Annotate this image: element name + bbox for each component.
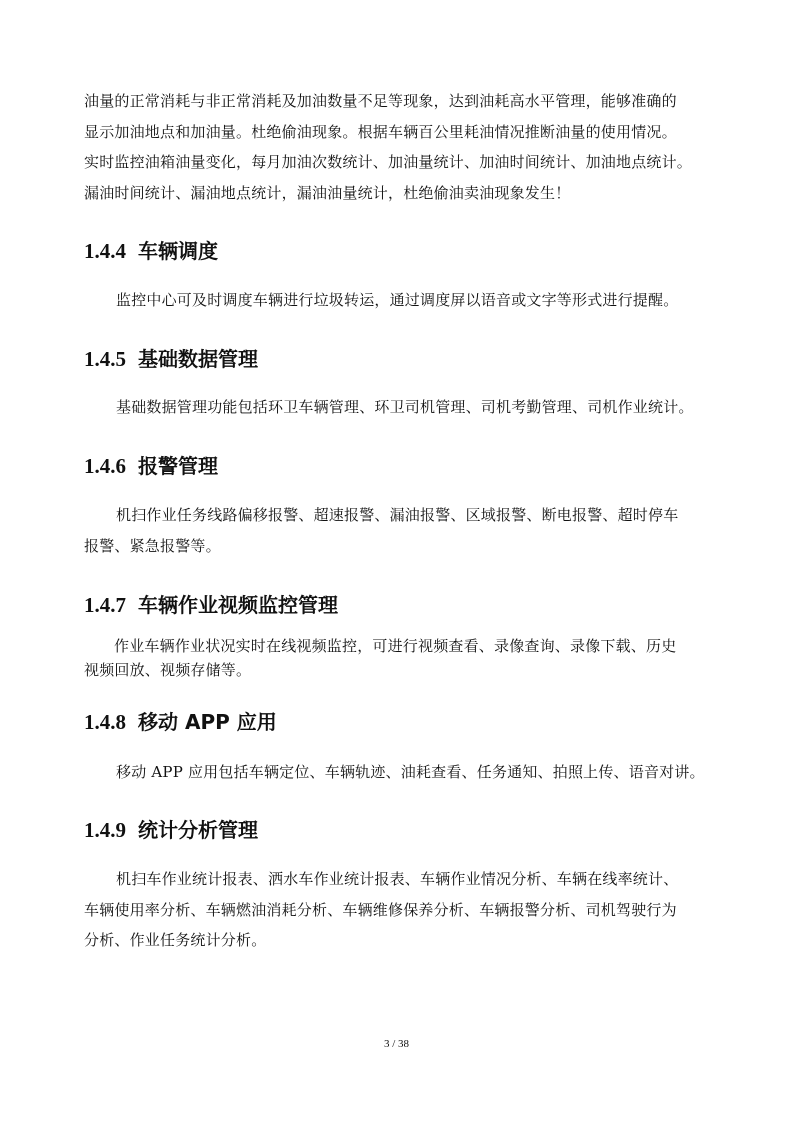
section-title: 车辆调度 — [138, 239, 218, 263]
text-line: 移动 APP 应用包括车辆定位、车辆轨迹、油耗查看、任务通知、拍照上传、语音对讲。 — [116, 763, 705, 781]
section-title: 移动 APP 应用 — [138, 710, 277, 734]
text-line: 机扫作业任务线路偏移报警、超速报警、漏油报警、区域报警、断电报警、超时停车 — [116, 506, 679, 524]
text-line: 作业车辆作业状况实时在线视频监控，可进行视频查看、录像查询、录像下载、历史 — [114, 637, 677, 655]
section-title: 统计分析管理 — [138, 818, 258, 842]
section-paragraph — [84, 634, 712, 682]
section-title: 报警管理 — [138, 454, 218, 478]
section-paragraph — [84, 285, 712, 316]
text-line: 车辆使用率分析、车辆燃油消耗分析、车辆维修保养分析、车辆报警分析、司机驾驶行为 — [84, 900, 677, 919]
section-title: 车辆作业视频监控管理 — [138, 593, 338, 617]
section-paragraph — [84, 757, 712, 788]
section-heading-1-4-8 — [84, 706, 277, 735]
text-line: 实时监控油箱油量变化，每月加油次数统计、加油量统计、加油时间统计、加油地点统计。 — [84, 153, 693, 171]
section-number: 1.4.4 — [84, 239, 126, 263]
text-line: 基础数据管理功能包括环卫车辆管理、环卫司机管理、司机考勤管理、司机作业统计。 — [116, 398, 694, 416]
section-paragraph — [84, 392, 712, 423]
text-line: 分析、作业任务统计分析。 — [84, 931, 267, 949]
text-line: 油量的正常消耗与非正常消耗及加油数量不足等现象，达到油耗高水平管理，能够准确的 — [84, 92, 677, 110]
section-heading-1-4-5 — [84, 343, 258, 372]
text-line: 视频回放、视频存储等。 — [84, 661, 252, 679]
section-number: 1.4.6 — [84, 454, 126, 478]
intro-paragraph — [84, 86, 712, 208]
text-line: 机扫车作业统计报表、洒水车作业统计报表、车辆作业情况分析、车辆在线率统计、 — [116, 870, 679, 888]
section-number: 1.4.5 — [84, 347, 126, 371]
page-number: 3 / 38 — [383, 1038, 410, 1050]
section-heading-1-4-4 — [84, 235, 218, 264]
section-paragraph — [84, 864, 712, 956]
section-heading-1-4-9 — [84, 814, 258, 843]
section-heading-1-4-7 — [84, 589, 338, 618]
section-paragraph — [84, 500, 712, 561]
section-number: 1.4.7 — [84, 593, 126, 617]
text-line: 显示加油地点和加油量。杜绝偷油现象。根据车辆百公里耗油情况推断油量的使用情况。 — [84, 122, 677, 141]
text-line: 漏油时间统计、漏油地点统计，漏油油量统计，杜绝偷油卖油现象发生！ — [84, 183, 571, 202]
section-title: 基础数据管理 — [138, 347, 258, 371]
section-heading-1-4-6 — [84, 450, 218, 479]
section-number: 1.4.9 — [84, 818, 126, 842]
text-line: 报警、紧急报警等。 — [84, 536, 221, 555]
section-number: 1.4.8 — [84, 710, 126, 734]
text-line: 监控中心可及时调度车辆进行垃圾转运，通过调度屏以语音或文字等形式进行提醒。 — [116, 291, 679, 309]
